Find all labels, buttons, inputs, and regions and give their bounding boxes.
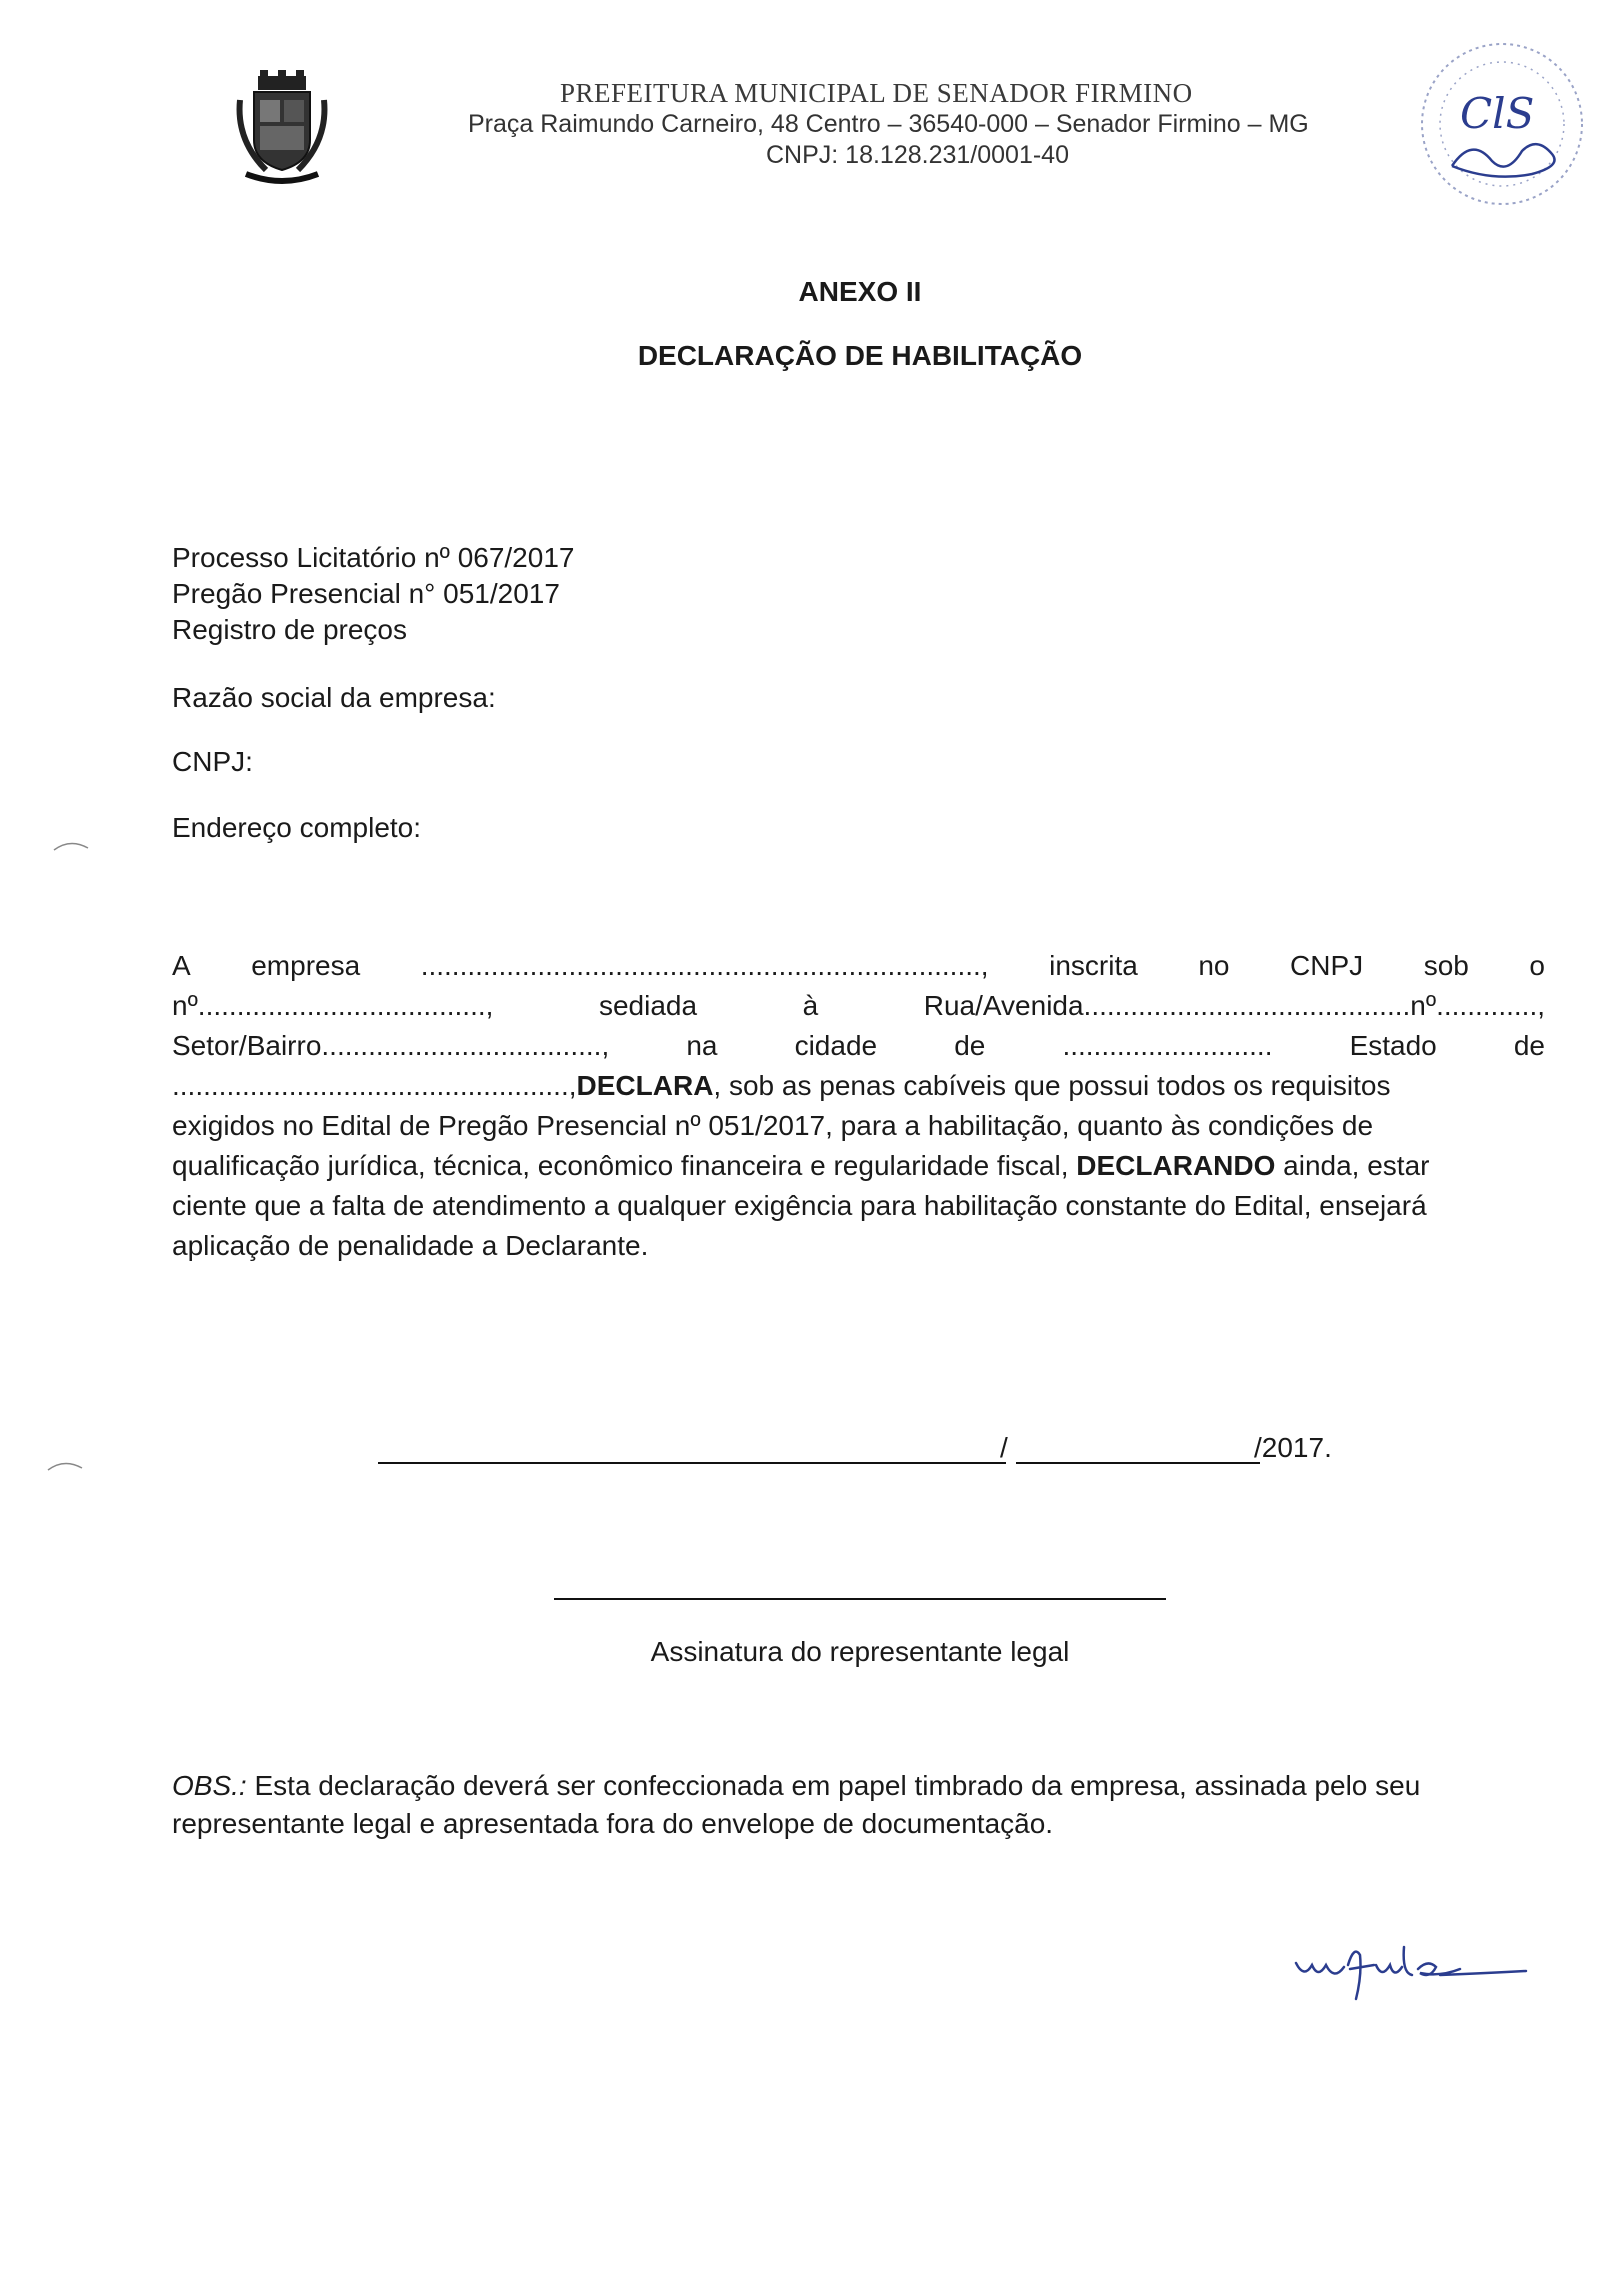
registro-precos: Registro de preços xyxy=(172,614,408,645)
date-year: /2017. xyxy=(1254,1432,1332,1463)
process-number: Processo Licitatório nº 067/2017 xyxy=(172,542,575,573)
signature-label: Assinatura do representante legal xyxy=(650,1636,1070,1667)
body-line-4: ...................................................,DECLARA, sob as penas cabíveis que possui todos os requisitos xyxy=(172,1070,1391,1101)
date-month-line xyxy=(1016,1462,1260,1464)
date-separator: / xyxy=(1000,1432,1008,1463)
pregao-number: Pregão Presencial n° 051/2017 xyxy=(172,578,560,609)
date-day-month-line xyxy=(378,1462,1006,1464)
obs-line-1: OBS.: Esta declaração deverá ser confeccionada em papel timbrado da empresa, assinada pelo seu xyxy=(172,1770,1421,1801)
signature-line xyxy=(554,1598,1166,1600)
field-cnpj: CNPJ: xyxy=(172,746,253,777)
declaration-title: DECLARAÇÃO DE HABILITAÇÃO xyxy=(637,340,1083,371)
page-stamp-icon xyxy=(1412,36,1587,211)
field-razao-social: Razão social da empresa: xyxy=(172,682,496,713)
municipality-address: Praça Raimundo Carneiro, 48 Centro – 36540-000 – Senador Firmino – MG xyxy=(468,110,1309,138)
body-line-5: exigidos no Edital de Pregão Presencial nº 051/2017, para a habilitação, quanto às condições de xyxy=(172,1110,1374,1141)
municipality-name: PREFEITURA MUNICIPAL DE SENADOR FIRMINO xyxy=(560,78,1193,108)
body-line-8: aplicação de penalidade a Declarante. xyxy=(172,1230,649,1261)
field-endereco: Endereço completo: xyxy=(172,812,422,843)
body-line-2: nº....................................., sediada à Rua/Avenida..........................................nº............., xyxy=(172,990,1545,1021)
body-line-1: A empresa ........................................................................, inscrita no CNPJ sob o xyxy=(172,950,1545,981)
stamp-page-number: ClS xyxy=(1460,89,1535,138)
scan-mark-icon xyxy=(46,1458,86,1472)
annex-title: ANEXO II xyxy=(798,276,922,307)
municipal-crest-icon xyxy=(236,70,328,188)
scan-mark-icon xyxy=(52,838,92,852)
body-line-7: ciente que a falta de atendimento a qualquer exigência para habilitação constante do Edital, ensejará xyxy=(172,1190,1427,1221)
body-line-6: qualificação jurídica, técnica, econômico financeira e regularidade fiscal, DECLARANDO ainda, estar xyxy=(172,1150,1430,1181)
handwritten-initials-icon xyxy=(1290,1935,1530,2005)
obs-line-2: representante legal e apresentada fora do envelope de documentação. xyxy=(172,1808,1054,1839)
body-line-3: Setor/Bairro...................................., na cidade de ........................... Estado de xyxy=(172,1030,1545,1061)
municipality-cnpj: CNPJ: 18.128.231/0001-40 xyxy=(766,141,1069,169)
